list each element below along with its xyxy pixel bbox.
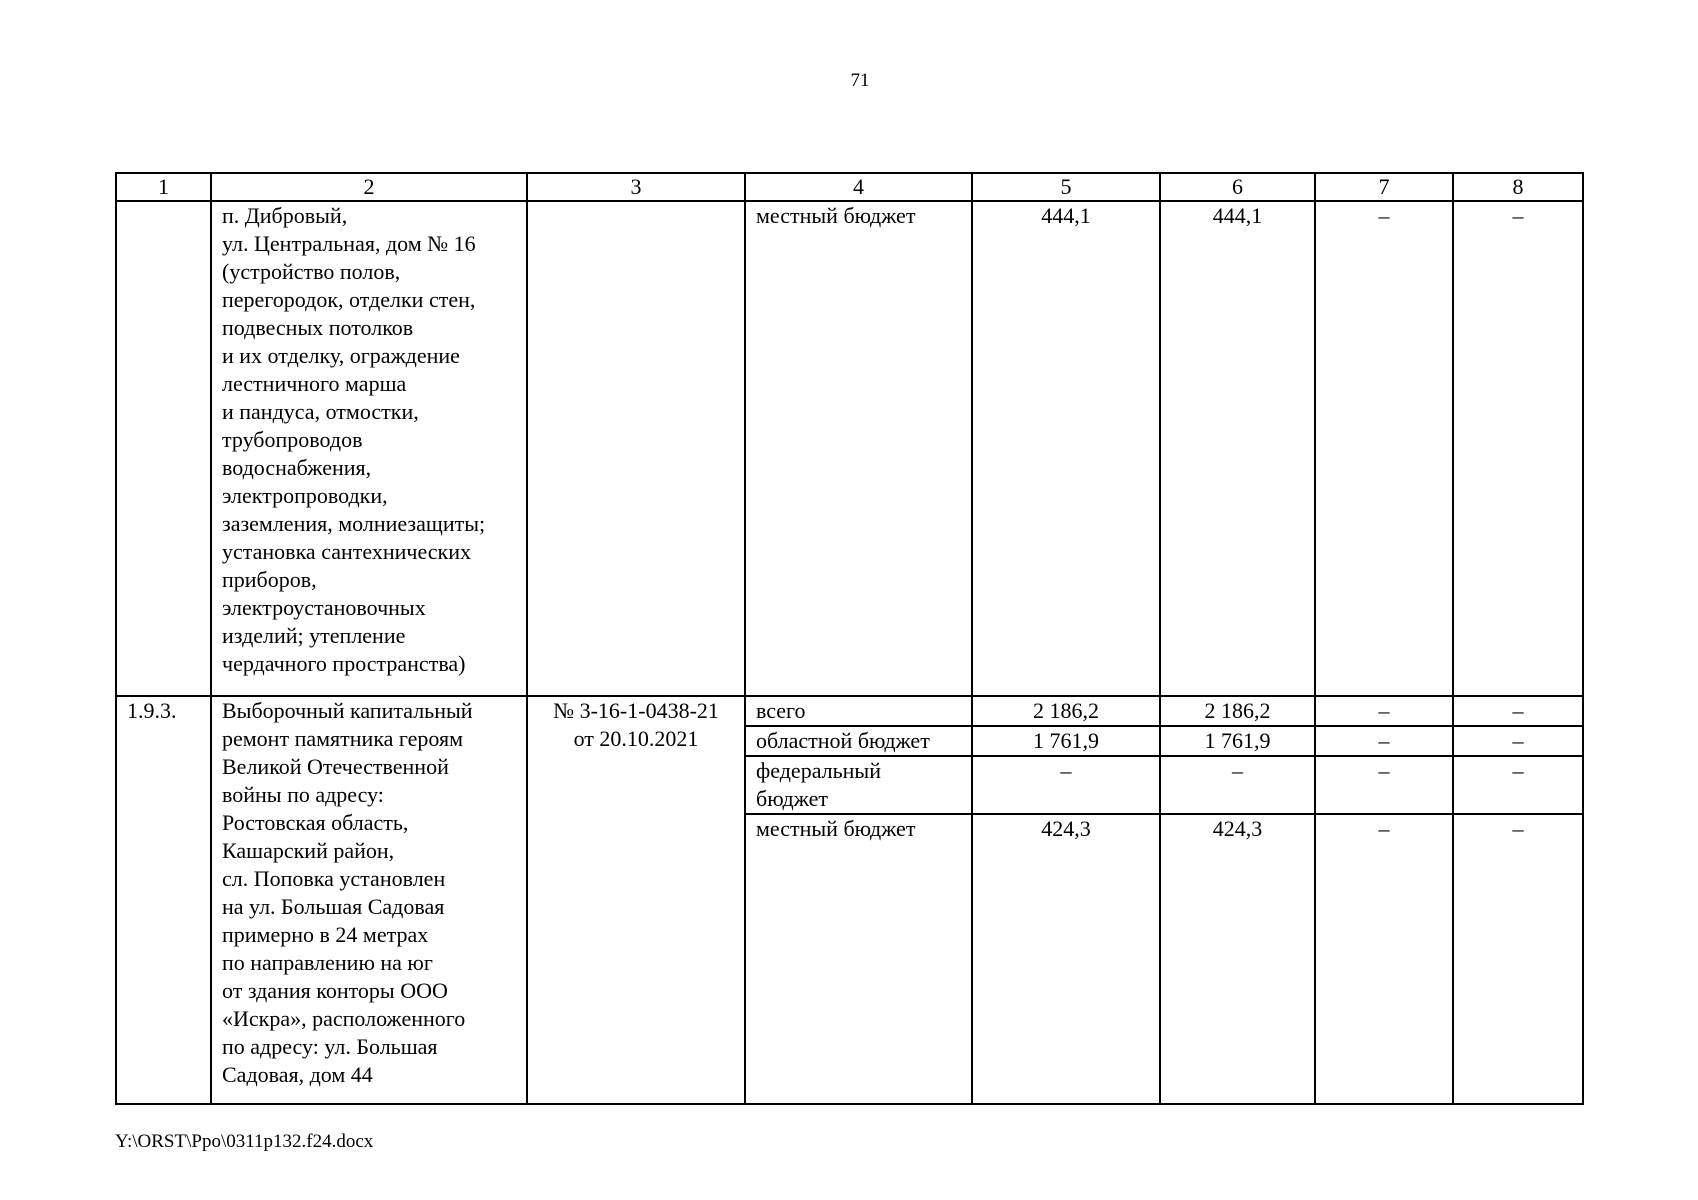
funding-source: местный бюджет	[745, 814, 972, 1104]
funding-source: всего	[745, 696, 972, 726]
amount-col8: –	[1453, 201, 1583, 696]
object-description: Выборочный капитальный ремонт памятника героям Великой Отечественной войны по адресу: Ростовская область, Кашарский район, сл. Поповка установлен на ул. Большая Садовая примерно в 24 метрах по направлению на юг от здания конторы ООО «Искра», расположенного по адресу: ул. Большая Садовая, дом 44	[211, 696, 527, 1104]
amount-col6: 424,3	[1160, 814, 1315, 1104]
funding-source: федеральный бюджет	[745, 756, 972, 814]
amount-col5: 2 186,2	[972, 696, 1160, 726]
amount-col7: –	[1315, 696, 1453, 726]
document-cell: № 3-16-1-0438-21 от 20.10.2021	[527, 696, 745, 1104]
funding-source: областной бюджет	[745, 726, 972, 756]
amount-col8: –	[1453, 814, 1583, 1104]
row-number-cell: 1.9.3.	[116, 696, 211, 1104]
amount-col8: –	[1453, 726, 1583, 756]
table-row	[116, 201, 1583, 696]
amount-col6: –	[1160, 756, 1315, 814]
budget-table	[115, 172, 1584, 1105]
header-cell: 6	[1160, 173, 1315, 201]
amount-col5: 1 761,9	[972, 726, 1160, 756]
amount-col5: 424,3	[972, 814, 1160, 1104]
amount-col6: 1 761,9	[1160, 726, 1315, 756]
row-number-cell	[116, 201, 211, 696]
header-cell: 8	[1453, 173, 1583, 201]
table-row	[116, 696, 1583, 726]
header-row	[116, 173, 1583, 201]
header-cell: 3	[527, 173, 745, 201]
document-cell	[527, 201, 745, 696]
funding-source: местный бюджет	[745, 201, 972, 696]
object-description: п. Дибровый, ул. Центральная, дом № 16 (устройство полов, перегородок, отделки стен, подвесных потолков и их отделку, ограждение лестничного марша и пандуса, отмостки, трубопроводов водоснабжения, электропроводки, заземления, молниезащиты; установка сантехнических приборов, электроустановочных изделий; утепление чердачного пространства)	[211, 201, 527, 696]
amount-col8: –	[1453, 756, 1583, 814]
file-path-footer: Y:\ORST\Ppo\0311p132.f24.docx	[115, 1131, 374, 1152]
amount-col7: –	[1315, 814, 1453, 1104]
header-cell: 4	[745, 173, 972, 201]
amount-col7: –	[1315, 201, 1453, 696]
amount-col6: 444,1	[1160, 201, 1315, 696]
header-cell: 7	[1315, 173, 1453, 201]
amount-col5: 444,1	[972, 201, 1160, 696]
header-cell: 2	[211, 173, 527, 201]
page-number: 71	[850, 70, 870, 91]
amount-col7: –	[1315, 726, 1453, 756]
header-cell: 5	[972, 173, 1160, 201]
amount-col5: –	[972, 756, 1160, 814]
amount-col6: 2 186,2	[1160, 696, 1315, 726]
header-cell: 1	[116, 173, 211, 201]
amount-col8: –	[1453, 696, 1583, 726]
amount-col7: –	[1315, 756, 1453, 814]
